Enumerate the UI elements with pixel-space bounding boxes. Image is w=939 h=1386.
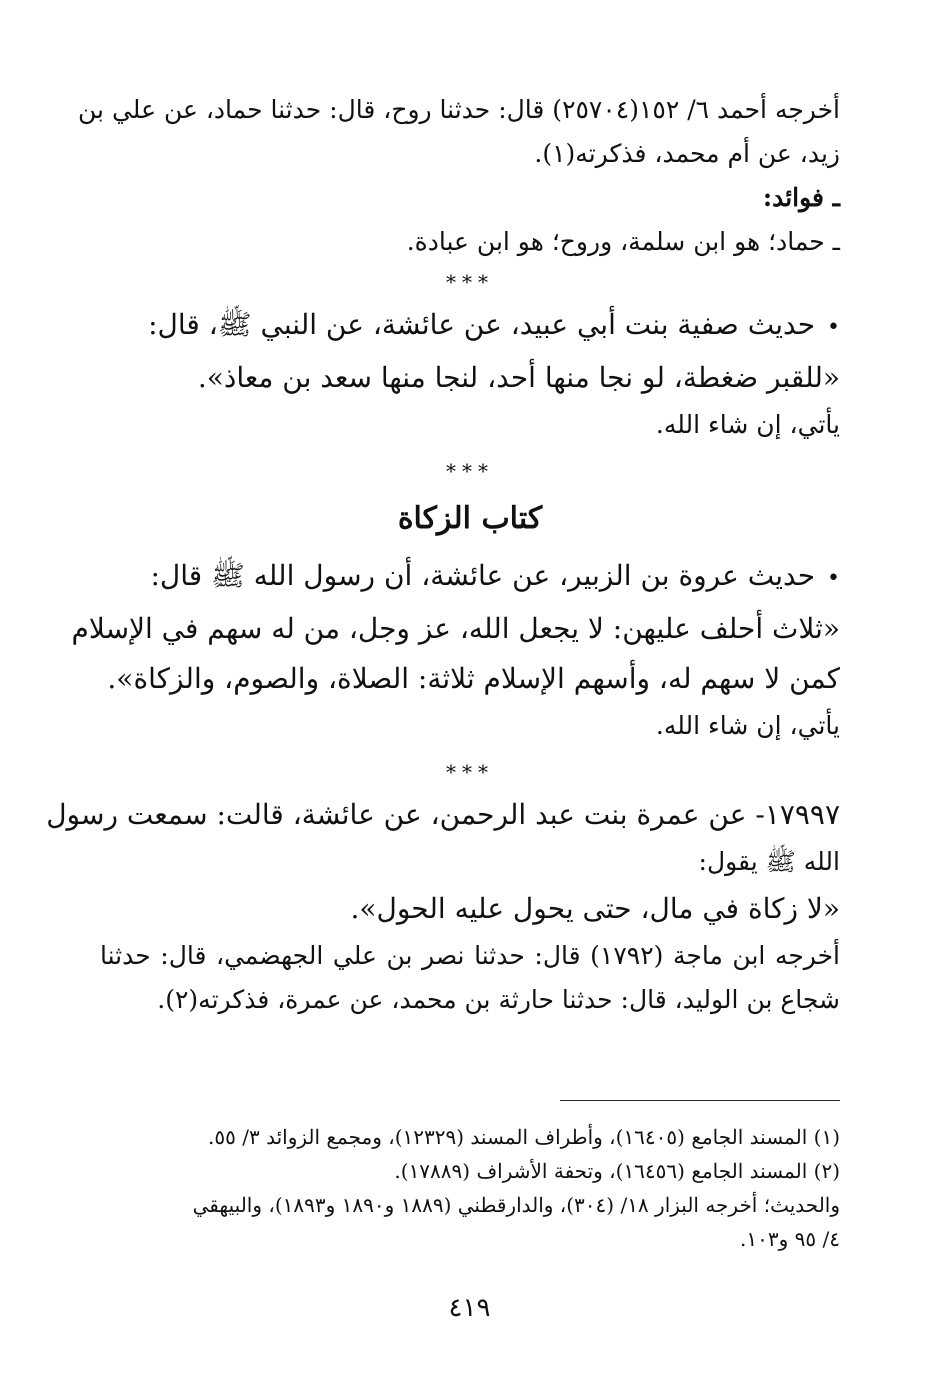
hadith-text: «لا زكاة في مال، حتى يحول عليه الحول».: [350, 892, 840, 925]
cross-reference-note: يأتي، إن شاء الله.: [655, 410, 840, 439]
hadith-intro: [100, 551, 840, 604]
bullet-icon: •: [827, 566, 840, 591]
hadith-text: كمن لا سهم له، وأسهم الإسلام ثلاثة: الصلاة، والصوم، والزكاة».: [107, 662, 840, 695]
footnote: (٢) المسند الجامع (١٦٤٥٦)، وتحفة الأشراف (١٧٨٨٩).: [394, 1159, 840, 1183]
cross-reference-note: يأتي، إن شاء الله.: [655, 711, 840, 740]
hadith-numbered-chain: الله ﷺ يقول:: [698, 847, 840, 876]
footnote: (١) المسند الجامع (١٦٤٠٥)، وأطراف المسند (١٢٣٢٩)، ومجمع الزوائد ٣/ ٥٥.: [208, 1125, 840, 1149]
hadith-chain: حديث عروة بن الزبير، عن عائشة، أن رسول الله ﷺ قال:: [150, 559, 816, 592]
section-separator: ***: [446, 270, 494, 294]
source-paragraph-line: أخرجه ابن ماجة (١٧٩٢) قال: حدثنا نصر بن علي الجهضمي، قال: حدثنا: [100, 941, 841, 970]
section-separator: ***: [446, 760, 494, 784]
benefits-heading: ـ فوائد:: [762, 183, 840, 212]
hadith-text: «ثلاث أحلف عليهن: لا يجعل الله، عز وجل، من له سهم في الإسلام: [71, 612, 840, 645]
benefits-text: ـ حماد؛ هو ابن سلمة، وروح؛ هو ابن عبادة.: [406, 227, 840, 256]
section-separator: ***: [446, 459, 494, 483]
hadith-chain: حديث صفية بنت أبي عبيد، عن عائشة، عن النبي ﷺ، قال:: [148, 308, 816, 341]
footnotes: [100, 1120, 840, 1256]
chapter-title: كتاب الزكاة: [397, 501, 543, 536]
page-number: ٤١٩: [448, 1293, 491, 1323]
hadith-text: «للقبر ضغطة، لو نجا منها أحد، لنجا منها سعد بن معاذ».: [197, 361, 840, 394]
bullet-icon: •: [827, 315, 840, 340]
hadith-intro: [100, 300, 840, 353]
footnote: ٤/ ٩٥ و١٠٣.: [740, 1227, 840, 1251]
page-body: [46, 88, 841, 1022]
hadith-numbered-chain: ١٧٩٩٧- عن عمرة بنت عبد الرحمن، عن عائشة، قالت: سمعت رسول: [46, 798, 840, 831]
source-paragraph-line: شجاع بن الوليد، قال: حدثنا حارثة بن محمد، عن عمرة، فذكرته(٢).: [157, 985, 840, 1014]
source-paragraph-line: زيد، عن أم محمد، فذكرته(١).: [534, 139, 840, 168]
footnote: والحديث؛ أخرجه البزار ١٨/ (٣٠٤)، والدارقطني (١٨٨٩ و١٨٩٠ و١٨٩٣)، والبيهقي: [192, 1193, 840, 1217]
footnote-divider: [560, 1100, 840, 1101]
source-paragraph-line: أخرجه أحمد ٦/ ١٥٢(٢٥٧٠٤) قال: حدثنا روح، قال: حدثنا حماد، عن علي بن: [78, 95, 840, 124]
